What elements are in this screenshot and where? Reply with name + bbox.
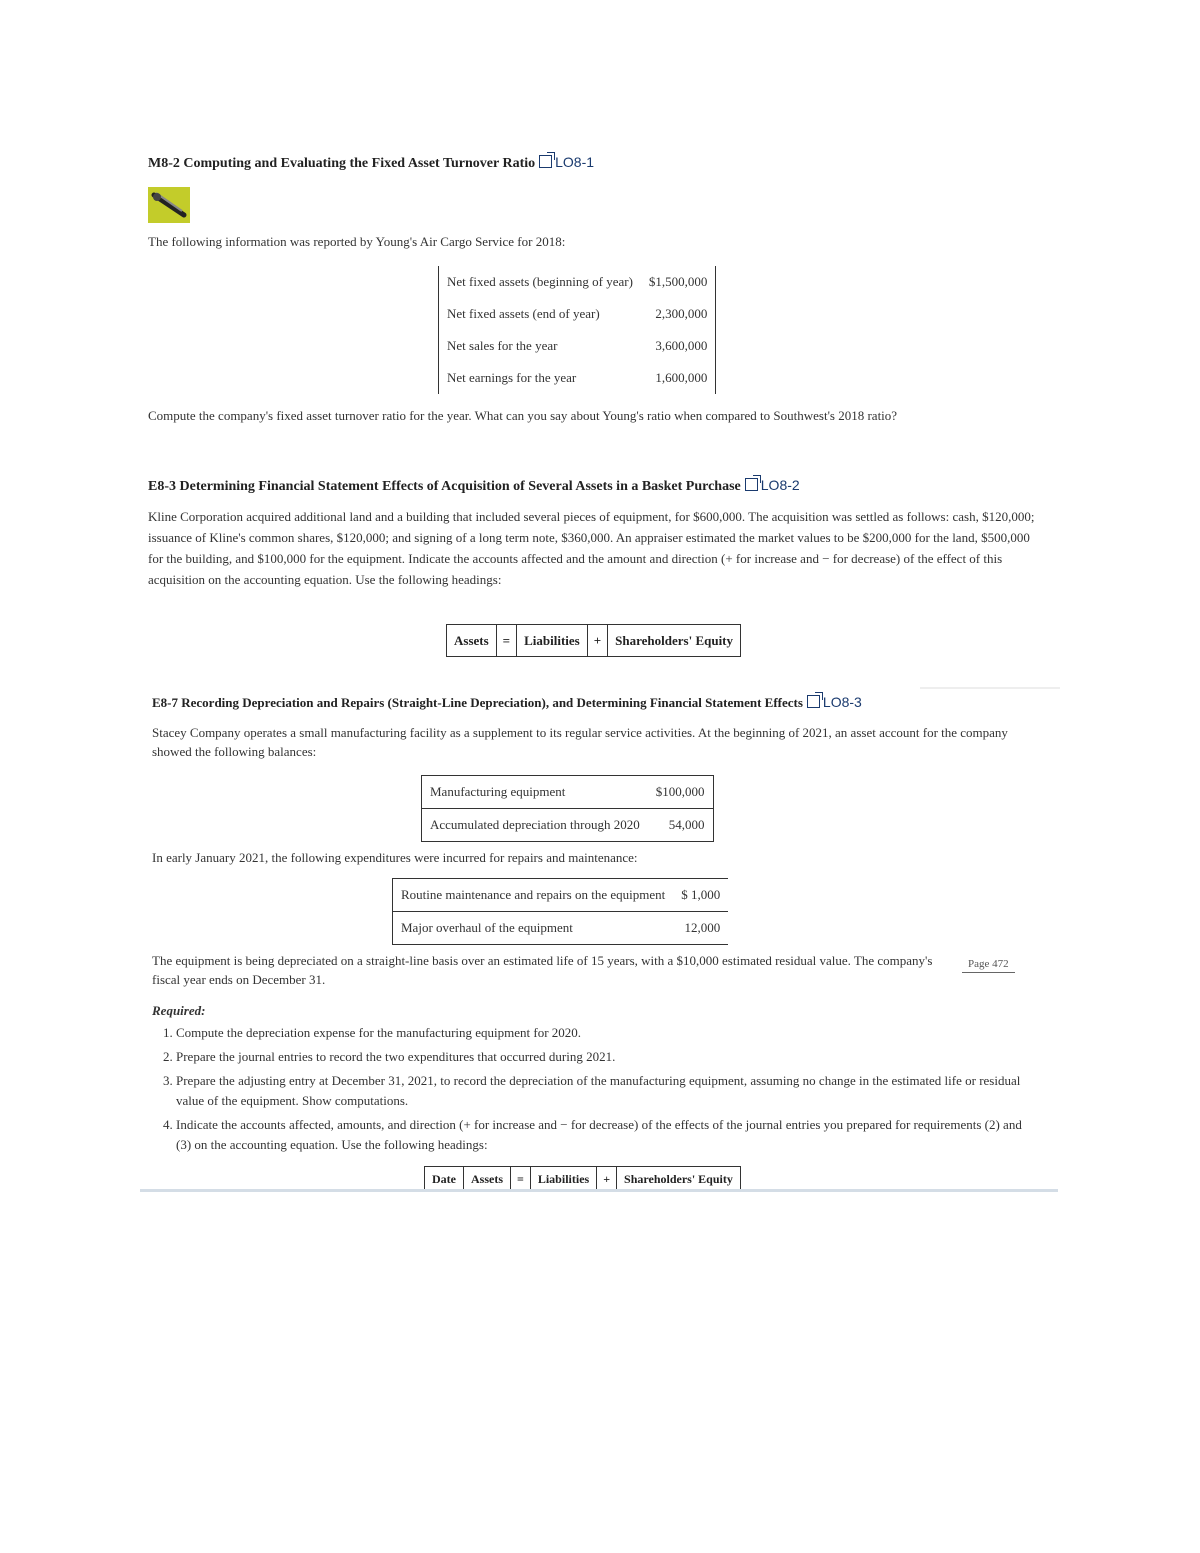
row-label: Net earnings for the year — [447, 370, 577, 385]
e87-title: E8-7 Recording Depreciation and Repairs (Straight-Line Depreciation), and Determining Financial Statement Effects — [152, 695, 803, 710]
e83-headings — [446, 624, 741, 657]
table-row — [393, 912, 728, 945]
row-label: Net sales for the year — [447, 338, 558, 353]
table-row — [439, 298, 715, 330]
row-value: 3,600,000 — [655, 338, 708, 353]
external-link-icon[interactable] — [745, 478, 758, 491]
row-value: $100,000 — [655, 784, 705, 799]
list-item: 1. Compute the depreciation expense for the manufacturing equipment for 2020. — [176, 1023, 1036, 1043]
row-value: $1,500,000 — [648, 274, 708, 289]
heading-equity: Shareholders' Equity — [608, 625, 741, 657]
heading-equity: Shareholders' Equity — [617, 1167, 741, 1192]
row-label: Routine maintenance and repairs on the equipment — [401, 887, 666, 902]
row-value: $ 1,000 — [681, 887, 721, 902]
m82-heading — [148, 154, 594, 172]
e87-balances-table — [421, 775, 714, 842]
e83-heading — [148, 477, 800, 495]
m82-title: M8-2 Computing and Evaluating the Fixed Asset Turnover Ratio — [148, 156, 536, 171]
list-item: 4. Indicate the accounts affected, amounts, and direction (+ for increase and − for decrease) of the effects of the journal entries you prepared for requirements (2) and (3) on the accounting equation. Use the following headings: — [176, 1115, 1036, 1155]
external-link-icon[interactable] — [807, 695, 820, 708]
list-item: 2. Prepare the journal entries to record the two expenditures that occurred during 2021. — [176, 1047, 1036, 1067]
table-row — [439, 362, 715, 394]
e83-title: E8-3 Determining Financial Statement Effects of Acquisition of Several Assets in a Basket Purchase — [148, 479, 741, 494]
heading-date: Date — [425, 1167, 464, 1192]
divider — [920, 687, 1060, 689]
heading-assets: Assets — [447, 625, 497, 657]
row-label: Manufacturing equipment — [430, 784, 566, 799]
e87-lo-link[interactable]: LO8-3 — [822, 694, 862, 710]
row-label: Net fixed assets (beginning of year) — [447, 274, 633, 289]
m82-data-table — [438, 266, 716, 394]
heading-assets: Assets — [464, 1167, 511, 1192]
heading-liabilities: Liabilities — [517, 625, 588, 657]
table-row — [439, 330, 715, 362]
external-link-icon[interactable] — [539, 155, 552, 168]
row-label: Accumulated depreciation through 2020 — [430, 817, 640, 832]
tools-icon — [148, 187, 190, 223]
heading-plus: + — [597, 1167, 617, 1192]
row-value: 1,600,000 — [655, 370, 708, 385]
e87-intro: Stacey Company operates a small manufacturing facility as a supplement to its regular service activities. At the beginning of 2021, an asset account for the company showed the following balances: — [152, 725, 1008, 759]
requirements-list — [156, 1023, 1036, 1159]
page-number-badge: Page 472 — [962, 958, 1015, 973]
e83-body: Kline Corporation acquired additional land and a building that included several pieces of equipment, for $600,000. The acquisition was settled as follows: cash, $120,000; issuance of Kline's common shares, $120,000; and signing of a long term note, $360,000. An appraiser estimated the market values to be $200,000 for the land, $500,000 for the building, and $100,000 for the equipment. Indicate the accounts affected and the amount and direction (+ for increase and − for decrease) of the effect of this acquisition on the accounting equation. Use the following headings: — [148, 509, 1035, 587]
table-row — [439, 266, 715, 298]
e87-heading — [152, 694, 862, 711]
table-row — [422, 809, 713, 842]
heading-equals: = — [496, 625, 516, 657]
row-label: Net fixed assets (end of year) — [447, 306, 600, 321]
divider — [140, 1189, 1058, 1192]
heading-liabilities: Liabilities — [530, 1167, 596, 1192]
row-label: Major overhaul of the equipment — [401, 920, 573, 935]
m82-question: Compute the company's fixed asset turnover ratio for the year. What can you say about Young's ratio when compared to Southwest's 2018 ratio? — [148, 408, 898, 423]
row-value: 2,300,000 — [655, 306, 708, 321]
table-row — [393, 879, 728, 912]
heading-plus: + — [587, 625, 607, 657]
e87-expenditures-table — [392, 878, 728, 945]
list-item: 3. Prepare the adjusting entry at December 31, 2021, to record the depreciation of the manufacturing equipment, assuming no change in the estimated life or residual value of the equipment. Show computations. — [176, 1071, 1036, 1111]
row-value: 12,000 — [684, 920, 721, 935]
m82-lo-link[interactable]: LO8-1 — [555, 154, 595, 170]
required-label: Required: — [152, 1003, 206, 1018]
e87-dep-text: The equipment is being depreciated on a straight-line basis over an estimated life of 15 years, with a $10,000 estimated residual value. The company's fiscal year ends on December 31. — [152, 953, 933, 987]
e83-lo-link[interactable]: LO8-2 — [760, 477, 800, 493]
table-row — [422, 776, 713, 809]
m82-intro: The following information was reported by Young's Air Cargo Service for 2018: — [148, 234, 566, 249]
heading-equals: = — [511, 1167, 531, 1192]
row-value: 54,000 — [668, 817, 705, 832]
e87-expend-intro: In early January 2021, the following expenditures were incurred for repairs and maintenance: — [152, 850, 638, 865]
